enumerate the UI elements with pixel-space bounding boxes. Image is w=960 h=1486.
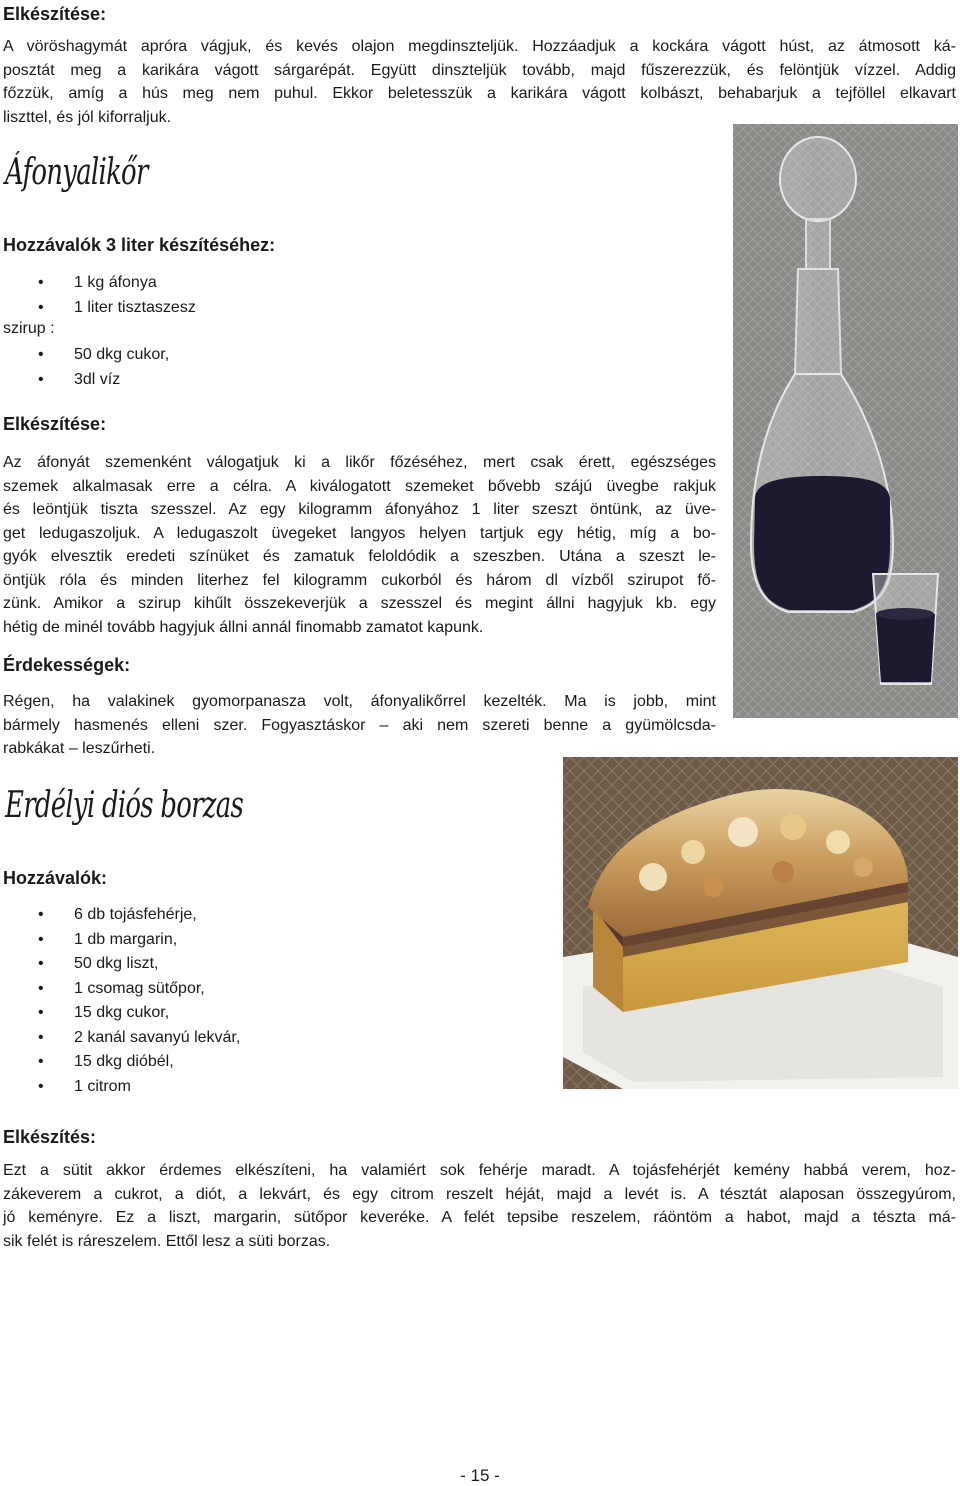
- ingredients-list: [2, 903, 542, 1099]
- text-line: get ledugaszoljuk. A ledugaszolt üvegeket langyos helyen tartjuk egy hétig, míg a bo-: [3, 524, 716, 542]
- top-paragraph: [3, 35, 956, 129]
- text-line: és leöntjük tiszta szesszel. Az egy kilogramm áfonyához 1 liter szeszt öntünk, az üve-: [3, 501, 716, 518]
- syrup-list: [2, 343, 702, 392]
- list-item: • 1 citrom: [38, 1077, 131, 1095]
- ingredients-list: [2, 271, 702, 320]
- text-line: sik felét is ráreszelem. Ettől lesz a süti borzas.: [3, 1232, 331, 1250]
- text-line: főzzük, amíg a hús meg nem puhul. Ekkor beletesszük a karikára vágott kolbászt, behabarjuk a tejföllel elkavart: [3, 85, 956, 102]
- method-heading: Elkészítése:: [3, 414, 107, 434]
- top-heading: Elkészítése:: [3, 4, 107, 24]
- list-item: • 1 liter tisztaszesz: [38, 298, 196, 316]
- text-line: szemek alkalmasak erre a célra. A kiválogatott szemeket bővebb szájú üvegbe rakjuk: [3, 477, 716, 495]
- list-item: • 15 dkg cukor,: [38, 1004, 170, 1021]
- page-number: - 15 -: [460, 1466, 500, 1485]
- method-paragraph: [3, 451, 716, 639]
- text-line: hétig de minél tovább hagyjuk állni annál finomabb zamatot kapunk.: [3, 618, 484, 636]
- list-item: • 1 db margarin,: [38, 930, 178, 948]
- text-line: A vöröshagymát apróra vágjuk, és kevés olajon megdinszteljük. Hozzáadjuk a kockára vágott húst, az átmosott ká-: [3, 38, 956, 55]
- facts-paragraph: [3, 690, 716, 761]
- ingredients-heading: Hozzávalók:: [3, 868, 108, 888]
- list-item: • 6 db tojásfehérje,: [38, 906, 197, 923]
- method-heading: Elkészítés:: [3, 1127, 97, 1147]
- recipe-title: Erdélyi diós borzas: [5, 785, 244, 826]
- text-line: rabkákat – leszűrheti.: [3, 740, 156, 757]
- facts-heading: Érdekességek:: [3, 655, 131, 675]
- ingredients-heading: Hozzávalók 3 liter készítéséhez:: [3, 235, 276, 255]
- list-item: • 2 kanál savanyú lekvár,: [38, 1028, 241, 1046]
- text-line: Ezt a sütit akkor érdemes elkészíteni, ha valamiért sok fehérje maradt. A tojásfehérjét kemény habbá verem, hoz-: [3, 1162, 956, 1179]
- list-item: • 3dl víz: [38, 370, 121, 388]
- syrup-label: szirup :: [3, 320, 55, 337]
- list-item: • 50 dkg liszt,: [38, 955, 159, 972]
- text-line: Az áfonyát szemenként válogatjuk ki a likőr főzéséhez, mert csak érett, egészséges: [3, 454, 716, 471]
- text-line: zákeverem a cukrot, a diót, a lekvárt, és egy citrom reszelt héját, majd a levét is. A tésztát alaposan összegyúrom,: [3, 1185, 956, 1203]
- method-paragraph: [3, 1159, 956, 1253]
- text-line: öntjük róla és minden literhez fel kilogramm cukorból és három dl vízből szirupot fő-: [3, 571, 716, 589]
- list-item: • 1 kg áfonya: [38, 274, 157, 291]
- list-item: • 15 dkg dióbél,: [38, 1053, 174, 1070]
- liqueur-photo: [733, 124, 958, 718]
- text-line: zünk. Amikor a szirup kihűlt összekeverjük a szesszel és megint állni hagyjuk kb. egy: [3, 595, 716, 612]
- list-item: • 1 csomag sütőpor,: [38, 979, 205, 997]
- text-line: liszttel, és jól kiforraljuk.: [3, 108, 172, 126]
- text-line: Régen, ha valakinek gyomorpanasza volt, áfonyalikőrrel kezelték. Ma is jobb, mint: [3, 693, 716, 710]
- list-item: • 50 dkg cukor,: [38, 346, 170, 363]
- cake-photo: [563, 757, 958, 1089]
- text-line: jó keményre. Ez a liszt, margarin, sütőpor keveréke. A felét tepsibe reszelem, ráöntöm a habot, majd a tészta má-: [3, 1209, 956, 1226]
- recipe-title: Áfonyalikőr: [5, 152, 148, 193]
- text-line: posztát meg a karikára vágott sárgarépát. Együtt dinszteljük tovább, majd fűszerezzük, és felöntjük vízzel. Addig: [3, 61, 956, 79]
- text-line: bármely hasmenés elleni szer. Fogyasztáskor – aki nem szereti benne a gyümölcsda-: [3, 716, 716, 734]
- text-line: gyók elvesztik eredeti színüket és zamatuk feloldódik a szeszben. Utána a szeszt le-: [3, 548, 716, 565]
